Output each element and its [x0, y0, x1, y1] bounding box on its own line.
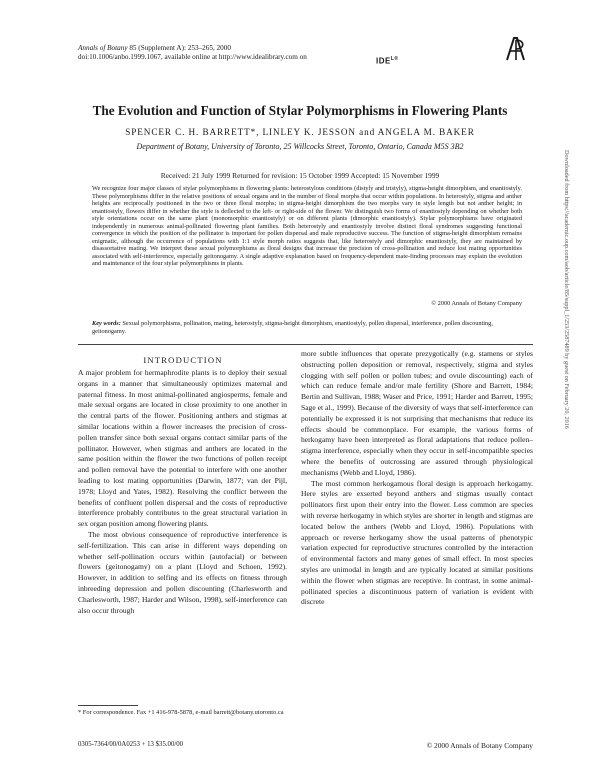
section-heading: INTRODUCTION — [143, 355, 223, 365]
correspondence-footnote: * For correspondence. Fax +1 416-978-5878, e-mail barrett@botany.utoronto.ca — [78, 709, 284, 716]
page-copyright: © 2000 Annals of Botany Company — [426, 741, 533, 750]
keywords — [92, 320, 522, 335]
paragraph: A major problem for hermaphrodite plants is to deploy their sexual organs in a manner that simultaneously optimizes maternal and paternal fitness. In most animal-pollinated angiosperms, female and male sexual organs are located in close proximity to one another in the central parts of the flower. Positioning anthers and stigmas at similar locations within a flower increases the precision of cross-pollen transfer since both sexual organs contact similar parts of the pollinator. However, when stigmas and anthers are located in the same position within the flower the two functions of pollen receipt and pollen removal have the potential to interfere with one another leading to lost mating opportunities (Darwin, 1877; van der Pijl, 1978; Lloyd and Yates, 1982). Resolving the conflict between the benefits of confluent pollen dispersal and the costs of reproductive interference probably contributes to the great structural variation in sex organ position among flowering plants. — [78, 368, 287, 529]
paragraph: The most obvious consequence of reproductive interference is self-fertilization. This can arise in different ways depending on whether self-pollination occurs within (autofacial) or between flowers (geitonogamy) on a plant (Lloyd and Schoen, 1992). However, in addition to selfing and its effects on fitness through inbreeding depression and pollen discounting (Charlesworth and Charlesworth, 1987; Harder and Wilson, 1998), self-interference can also occur through — [78, 529, 287, 615]
abstract-text: We recognize four major classes of stylar polymorphisms in flowering plants: heterostylous conditions (distyly and tristyly), stigma-height dimorphism, and enantiostyly. These polymorphisms differ in the relative positions of sexual organs and in the number of floral morphs that occur within populations. In heterostyly, stigma and anther heights are reciprocally positioned in the two or three floral morphs; in stigma-height dimorphism the two morphs vary in style length but not anther height; in enantiostyly, flowers differ in whether the style is deflected to the left- or right-side of the flower. We distinguish two forms of enantiostyly depending on whether both style orientations occur on the same plant (monomorphic enantiostyly) or on different plants (dimorphic enantiostyly). Stylar polymorphisms have originated independently in numerous animal-pollinated flowering plant families. Both heterostyly and enantiostyly involve distinct floral syndromes suggesting functional convergence in which the position of the pollinator is important for pollen dispersal and male reproductive success. The function of stigma-height dimorphism remains enigmatic, although the occurrence of populations with 1:1 style morph ratios suggests that, like heterostyly and dimorphic enantiostyly, they are maintained by disassortative mating. We interpret these sexual polymorphisms as floral designs that increase the precision of cross-pollination and reduce lost mating opportunities associated with self-interference, especially geitonogamy. A single adaptive explanation based on frequency-dependent mate-finding processes may explain the evolution and maintenance of the four stylar polymorphisms in plants. — [92, 185, 522, 268]
section-divider — [78, 344, 533, 345]
download-watermark — [560, 150, 572, 610]
journal-citation: Annals of Botany 85 (Supplement A): 253–265, 2000 — [78, 44, 231, 52]
affiliation: Department of Botany, University of Toronto, 25 Willcocks Street, Toronto, Ontario, Canada M5S 3B2 — [136, 142, 464, 151]
body-column-right — [301, 349, 533, 608]
keywords-list: Sexual polymorphisms, pollination, mating, heterostyly, stigma-height dimorphism, enantiostyly, pollen dispersal, interference, pollen discounting, geitonogamy. — [92, 320, 493, 335]
download-watermark-text[interactable]: Downloaded from https://academic.oup.com/aob/article/85/suppl_1/253/2587489 by guest on February 20, 2016 — [563, 150, 570, 429]
keywords-label: Key words: — [92, 320, 121, 327]
footnote-divider — [78, 705, 138, 706]
authors: SPENCER C. H. BARRETT*, LINLEY K. JESSON and ANGELA M. BAKER — [125, 127, 475, 137]
ideal-library-mark[interactable]: $IDE^{L®}$ — [376, 56, 399, 66]
paragraph: The most common herkogamous floral design is approach herkogamy. Here styles are exserted beyond anthers and stigmas usually contact pollinators first upon their entry into the flower. Less common are species with reverse herkogamy in which styles are shorter in length and stigmas are located below the anthers (Webb and Lloyd, 1986). Populations with approach or reverse herkogamy show the usual patterns of phenotypic variation expected for reproductive structures controlled by the interaction of environmental factors and many genes of small effect. In most species styles are unimodal in length and are typically located at similar positions within the flower when stigmas are receptive. In contrast, in some animal-pollinated species a discontinuous pattern of variation is evident with discrete — [301, 478, 533, 607]
abstract-copyright: © 2000 Annals of Botany Company — [431, 300, 522, 307]
paragraph: more subtle influences that operate prezygotically (e.g. stamens or styles obstructing pollen deposition or removal, respectively, stigma and styles clogging with self pollen or pollen tubes; and ovule discounting) each of which can reduce female and/or male fertility (Shore and Barrett, 1984; Bertin and Sullivan, 1988; Waser and Price, 1991; Harder and Barrett, 1995; Sage et al., 1999). Because of the diversity of ways that self-interference can potentially be expressed it is not surprising that mechanisms that reduce its effects should be commonplace. For example, the various forms of herkogamy have been interpreted as floral adaptations that reduce pollen–stigma interference, especially when they occur in self-incompatible species where the benefits of outcrossing are assured through physiological mechanisms (Webb and Lloyd, 1986). — [301, 349, 533, 477]
submission-dates: Received: 21 July 1999 Returned for revision: 15 October 1999 Accepted: 15 November 1999 — [160, 171, 440, 180]
doi-line[interactable]: doi:10.1006/anbo.1999.1067, available online at http://www.idealibrary.com on — [78, 53, 307, 62]
journal-header — [78, 44, 307, 63]
publisher-logo-icon — [505, 36, 527, 62]
abstract — [92, 185, 522, 268]
issn-price-line: 0305-7364/00/0A0253 + 13 $35.00/00 — [78, 741, 184, 748]
body-column-left — [78, 368, 287, 616]
paper-title: The Evolution and Function of Stylar Polymorphisms in Flowering Plants — [92, 103, 508, 118]
